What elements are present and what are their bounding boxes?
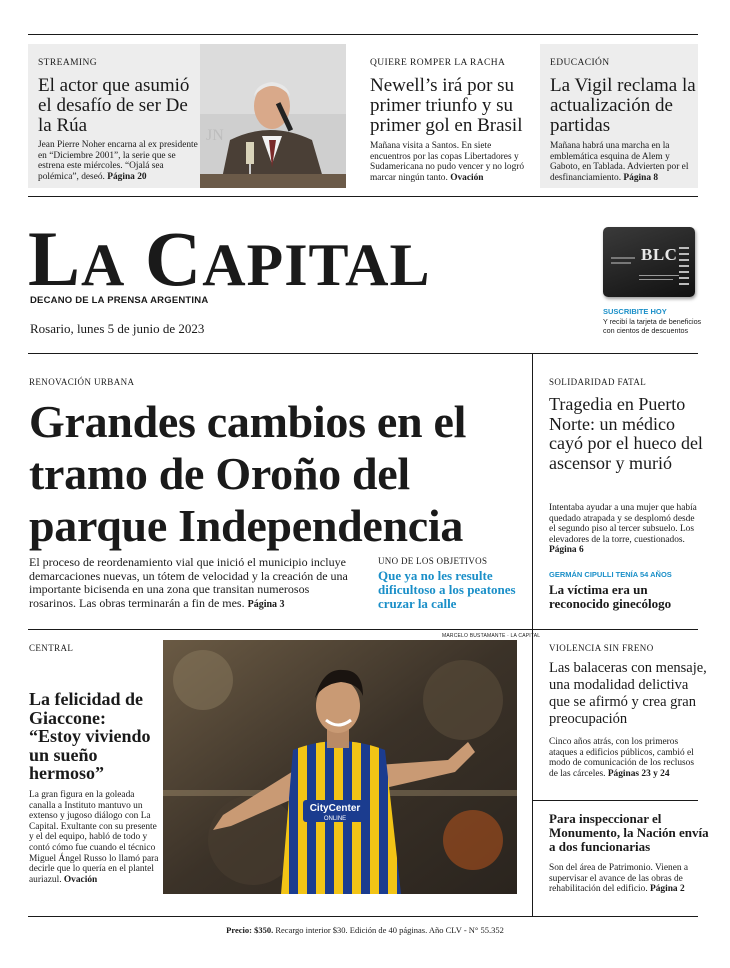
teaser-streaming[interactable]: [28, 44, 346, 188]
central-headline[interactable]: La felicidad de Giaccone: “Estoy viviendo un sueño hermoso”: [29, 689, 151, 783]
right-bottom-headline[interactable]: Para inspeccionar el Monumento, la Nación envía a dos funcionarias: [549, 811, 709, 854]
right-mid-headline[interactable]: Las balaceras con mensaje, una modalidad delictiva que se afirmó y crea gran preocupación: [549, 660, 707, 727]
mid-rule: [28, 629, 698, 630]
footer-price: Precio: $350. Recargo interior $30. Edición de 40 páginas. Año CLV - N° 55.352: [226, 925, 504, 935]
svg-text:JN: JN: [206, 127, 224, 144]
objectives-headline[interactable]: Que ya no les resulte dificultoso a los peatones cruzar la calle: [378, 568, 516, 611]
subscribe-body: Y recibí la tarjeta de beneficios con cientos de descuentos: [603, 317, 702, 335]
central-player-photo[interactable]: [163, 640, 517, 894]
right-mid-kicker: VIOLENCIA SIN FRENO: [549, 643, 654, 653]
teaser-body: Mañana visita a Santos. En siete encuentros por las copas Libertadores y Sudamericana no pudo vencer y no logró marcar ningún tanto. Ovación: [370, 141, 525, 183]
shirt-sponsor-sub: ONLINE: [323, 816, 347, 822]
teaser-body: Jean Pierre Noher encarna al ex presidente en “Diciembre 2001”, la serie que se estrena este miércoles. “Ojalá sea polémica”, deseó. Página 20: [38, 140, 198, 182]
card-logo: BLC: [641, 245, 678, 264]
photo-credit: MARCELO BUSTAMANTE · LA CAPITAL: [442, 633, 541, 639]
shirt-sponsor: CityCenter: [309, 803, 361, 814]
teaser-page-ref: Página 20: [107, 171, 147, 182]
subscribe-heading[interactable]: SUSCRIBITE HOY: [603, 307, 667, 316]
masthead-tagline: DECANO DE LA PRENSA ARGENTINA: [30, 295, 209, 306]
benefits-card-image[interactable]: [603, 227, 695, 297]
main-page-ref: Página 3: [247, 598, 285, 610]
central-body: La gran figura en la goleada canalla a Instituto mantuvo un extenso y jugoso diálogo con La Capital. Exultante con su presente y el del equipo, habló de todo y contó cómo fue cuando el técnico Miguel Ángel Russo lo llamó para decirle que lo quería en el plantel auriazul. Ovación: [29, 790, 159, 885]
teasers-bottom-rule: [28, 196, 698, 197]
teaser-headline: La Vigil reclama la actualización de partidas: [550, 75, 696, 136]
teaser-headline: Newell’s irá por su primer triunfo y su primer gol en Brasil: [370, 75, 523, 136]
main-headline[interactable]: Grandes cambios en el tramo de Oroño del parque Independencia: [29, 396, 467, 551]
teaser-kicker: STREAMING: [38, 58, 98, 68]
actor-photo: [200, 44, 346, 188]
main-body: El proceso de reordenamiento vial que inició el municipio incluye demarcaciones nuevas, un tótem de velocidad y la creación de una importante bicisenda en una zona que transitan numerosos rosarinos. Las obras terminarán a fin de mes. Página 3: [29, 555, 348, 610]
right-top-body: Intentaba ayudar a una mujer que había quedado atrapada y se desplomó desde el segundo piso al tercer subsuelo. Los elevadores de la torre, cuestionados. Página 6: [549, 503, 697, 556]
masthead-dateline: Rosario, lunes 5 de junio de 2023: [30, 321, 205, 336]
right-bottom-rule: [532, 800, 698, 801]
right-mid-body: Cinco años atrás, con los primeros ataques a edificios públicos, cambió el modo de comunicación de los reclusos de las cárceles. Páginas 23 y 24: [549, 737, 695, 779]
teaser-kicker: EDUCACIÓN: [550, 58, 610, 68]
right-top-sub-kicker: GERMÁN CIPULLI TENÍA 54 AÑOS: [549, 570, 672, 579]
masthead-title: LA CAPITAL: [28, 215, 431, 302]
teaser-newells[interactable]: [360, 44, 530, 188]
teaser-body: Mañana habrá una marcha en la emblemática esquina de Alem y Gaboto, en Tablada. Advierten por el desfinanciamiento. Página 8: [550, 141, 689, 183]
right-bottom-body: Son del área de Patrimonio. Vienen a supervisar el avance de las obras de rehabilitación del edificio. Página 2: [549, 863, 689, 895]
central-kicker: CENTRAL: [29, 643, 74, 653]
teaser-headline: El actor que asumió el desafío de ser De la Rúa: [38, 75, 190, 136]
right-top-headline[interactable]: Tragedia en Puerto Norte: un médico cayó por el hueco del ascensor y murió: [549, 394, 703, 473]
actor-photo-illustration: [200, 44, 346, 188]
teaser-page-ref: Página 8: [623, 172, 659, 183]
teaser-kicker: QUIERE ROMPER LA RACHA: [370, 58, 506, 68]
masthead-bottom-rule: [28, 353, 698, 354]
teaser-educacion[interactable]: [540, 44, 698, 188]
top-rule: [28, 34, 698, 35]
teaser-page-ref: Ovación: [450, 172, 484, 183]
player-illustration: [163, 640, 517, 894]
right-top-kicker: SOLIDARIDAD FATAL: [549, 377, 647, 387]
footer-rule: [28, 916, 698, 917]
right-top-sub-headline[interactable]: La víctima era un reconocido ginecólogo: [549, 582, 672, 611]
main-kicker: RENOVACIÓN URBANA: [29, 377, 135, 387]
objectives-kicker: UNO DE LOS OBJETIVOS: [378, 556, 488, 566]
